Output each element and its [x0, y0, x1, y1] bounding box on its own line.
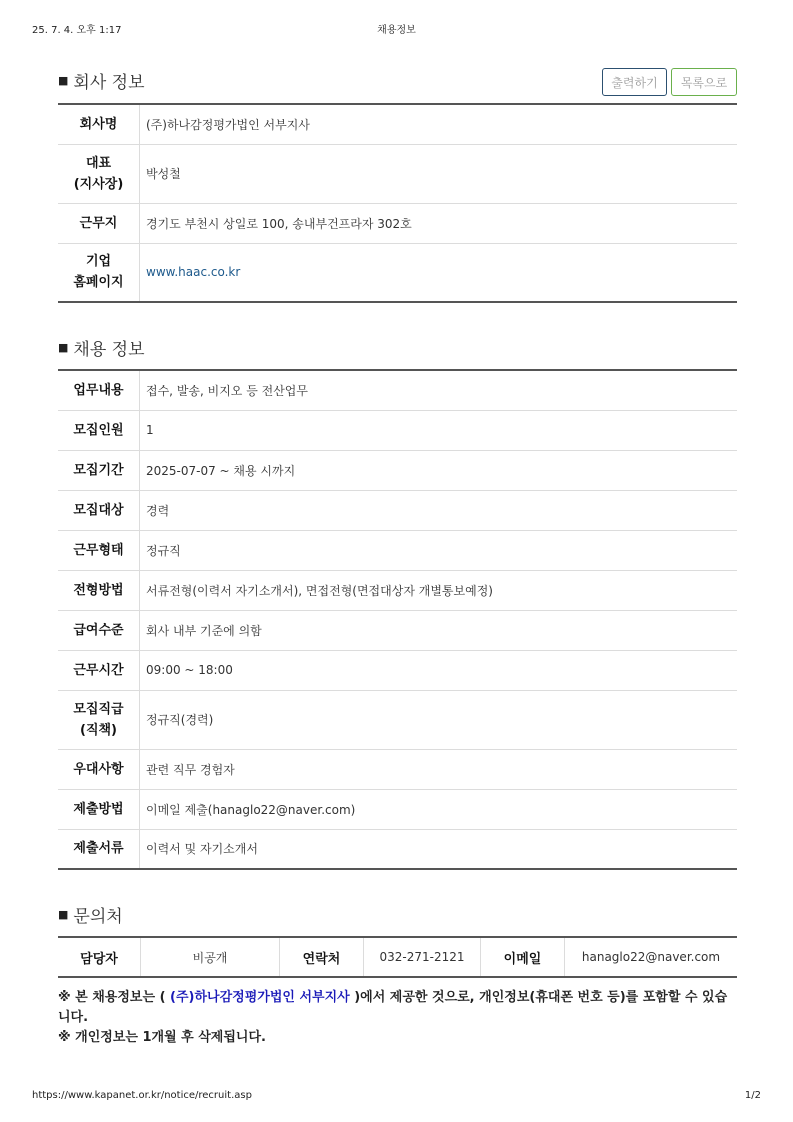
row-value: 관련 직무 경험자 — [140, 749, 738, 789]
manager-label: 담당자 — [58, 937, 141, 977]
homepage-link[interactable]: www.haac.co.kr — [146, 265, 241, 280]
info-row — [58, 829, 737, 869]
print-footer — [32, 1090, 761, 1106]
notice-line-2: ※ 개인정보는 1개월 후 삭제됩니다. — [58, 1030, 266, 1045]
manager-value: 비공개 — [141, 937, 280, 977]
row-label: 모집기간 — [58, 450, 140, 490]
row-label: 제출서류 — [58, 829, 140, 869]
info-row — [58, 450, 737, 490]
notice-company-name: (주)하나감정평가법인 서부지사 — [170, 990, 350, 1005]
info-row — [58, 243, 737, 302]
info-row — [58, 690, 737, 749]
info-row — [58, 650, 737, 690]
info-row — [58, 789, 737, 829]
info-row — [58, 410, 737, 450]
row-label: 회사명 — [58, 104, 140, 144]
info-row — [58, 104, 737, 144]
row-value: 정규직(경력) — [140, 690, 738, 749]
row-label: 대표 (지사장) — [58, 144, 140, 203]
print-button[interactable]: 출력하기 — [602, 68, 667, 96]
info-row — [58, 490, 737, 530]
row-value: (주)하나감정평가법인 서부지사 — [140, 104, 738, 144]
notice-prefix: ※ 본 채용정보는 ( — [58, 990, 171, 1005]
row-value: 경력 — [140, 490, 738, 530]
row-label: 근무지 — [58, 203, 140, 243]
info-row — [58, 570, 737, 610]
row-label: 급여수준 — [58, 610, 140, 650]
row-label: 기업 홈페이지 — [58, 243, 140, 302]
row-value: 박성철 — [140, 144, 738, 203]
square-bullet-icon: ■ — [58, 908, 69, 921]
email-value: hanaglo22@naver.com — [581, 950, 721, 964]
info-row — [58, 610, 737, 650]
row-value: 경기도 부천시 상일로 100, 송내부건프라자 302호 — [140, 203, 738, 243]
print-url: https://www.kapanet.or.kr/notice/recruit.asp — [32, 1090, 252, 1101]
email-label: 이메일 — [481, 937, 565, 977]
row-label: 근무형태 — [58, 530, 140, 570]
print-doc-title: 채용정보 — [377, 25, 416, 36]
print-page-number: 1/2 — [744, 1090, 761, 1101]
recruit-section-title-text: 채용 정보 — [73, 340, 145, 360]
notice-suffix: )에서 제공한 것으로, 개인정보(휴대폰 번호 등)를 포함할 수 있습니다. — [58, 990, 728, 1025]
row-value: 회사 내부 기준에 의함 — [140, 610, 738, 650]
row-value: 이력서 및 자기소개서 — [146, 842, 258, 857]
phone-value: 032-271-2121 — [364, 937, 481, 977]
print-header — [32, 21, 761, 37]
row-value: 접수, 발송, 비지오 등 전산업무 — [140, 370, 738, 410]
privacy-notice — [58, 988, 737, 1048]
info-row — [58, 370, 737, 410]
contact-section-title-text: 문의처 — [73, 907, 123, 927]
row-label: 전형방법 — [58, 570, 140, 610]
row-value: 2025-07-07 ~ 채용 시까지 — [140, 450, 738, 490]
contact-row — [58, 937, 737, 977]
print-date: 25. 7. 4. 오후 1:17 — [32, 25, 122, 36]
company-section-title-text: 회사 정보 — [73, 73, 145, 93]
row-label: 모집대상 — [58, 490, 140, 530]
row-label: 모집직급 (직책) — [58, 690, 140, 749]
contact-table — [58, 936, 737, 978]
info-row — [58, 530, 737, 570]
recruit-info-table — [58, 369, 737, 870]
company-section-title — [58, 68, 145, 93]
row-label: 제출방법 — [58, 789, 140, 829]
row-label: 모집인원 — [58, 410, 140, 450]
phone-label: 연락처 — [280, 937, 364, 977]
square-bullet-icon: ■ — [58, 341, 69, 354]
square-bullet-icon: ■ — [58, 74, 69, 87]
recruit-section-title — [58, 335, 145, 360]
info-row — [58, 749, 737, 789]
row-label: 우대사항 — [58, 749, 140, 789]
row-label: 업무내용 — [58, 370, 140, 410]
info-row — [58, 203, 737, 243]
row-value: 09:00 ~ 18:00 — [140, 650, 738, 690]
company-info-table — [58, 103, 737, 303]
row-value: 서류전형(이력서 자기소개서), 면접전형(면접대상자 개별통보예정) — [140, 570, 738, 610]
info-row — [58, 144, 737, 203]
row-value: 이메일 제출(hanaglo22@naver.com) — [140, 789, 738, 829]
row-label: 근무시간 — [58, 650, 140, 690]
contact-section-title — [58, 902, 123, 927]
row-value: 1 — [140, 410, 738, 450]
list-button[interactable]: 목록으로 — [671, 68, 737, 96]
notice-line-1 — [58, 988, 737, 1028]
row-value: 정규직 — [140, 530, 738, 570]
